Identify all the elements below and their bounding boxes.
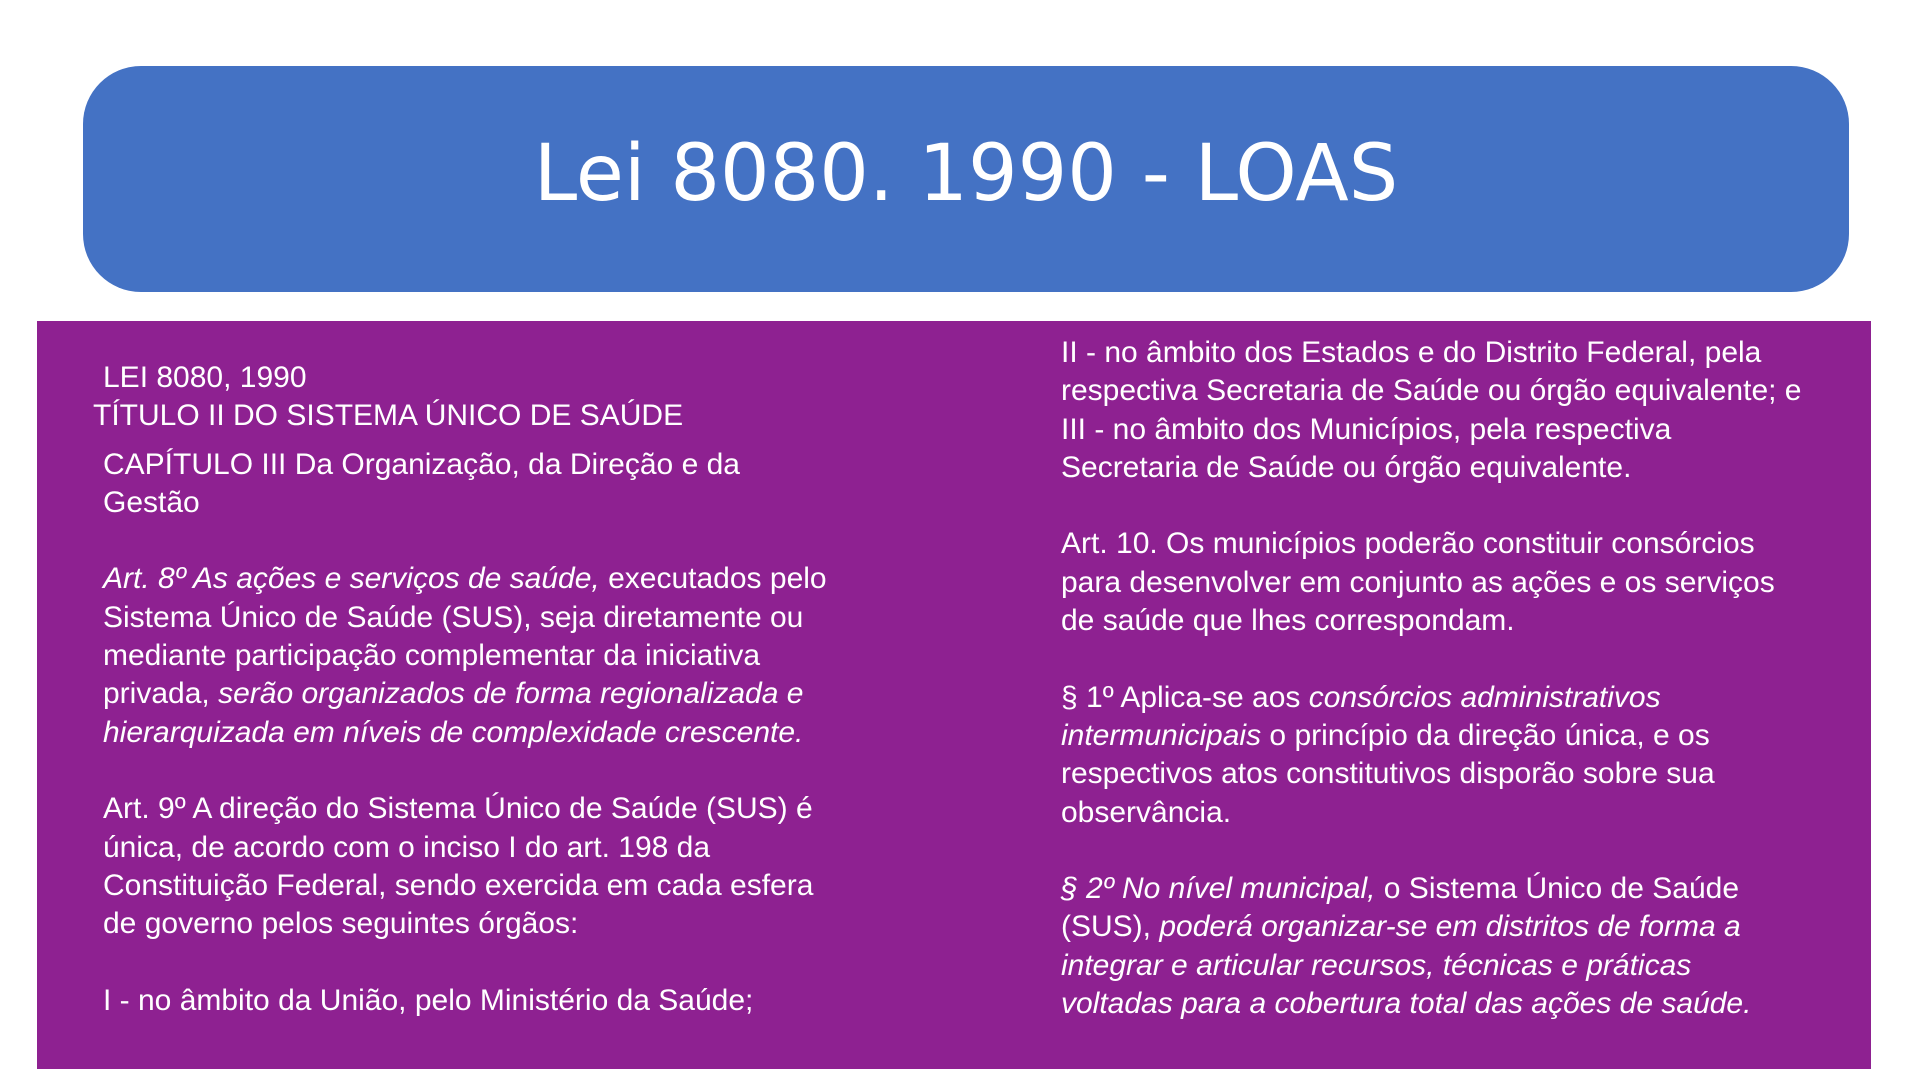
inciso-ii-line-2: respectiva Secretaria de Saúde ou órgão equivalente; e (1061, 374, 1802, 408)
slide-title: Lei 8080. 1990 - LOAS (533, 129, 1399, 219)
paragraph1-line-3: respectivos atos constitutivos disporão sobre sua (1061, 757, 1715, 791)
title-ii-heading: TÍTULO II DO SISTEMA ÚNICO DE SAÚDE (93, 399, 684, 433)
paragraph1-line-2-rest: o princípio da direção única, e os (1261, 718, 1710, 752)
chapter-heading-line-1: CAPÍTULO III Da Organização, da Direção e da (103, 447, 740, 481)
paragraph2-line-2-italic: poderá organizar-se em distritos de forma a (1159, 910, 1741, 944)
inciso-i: I - no âmbito da União, pelo Ministério da Saúde; (103, 983, 754, 1017)
right-text-column (1061, 334, 1881, 1023)
left-text-column (93, 359, 903, 1020)
paragraph2-line-1-rest: o Sistema Único de Saúde (1375, 872, 1739, 906)
law-heading: LEI 8080, 1990 (103, 361, 307, 394)
art8-line-4-italic: serão organizados de forma regionalizada e (218, 677, 804, 711)
paragraph2-line-1-italic: § 2º No nível municipal, (1061, 872, 1376, 906)
paragraph1-line-1 (1061, 679, 1881, 717)
art10-line-1: Art. 10. Os municípios poderão constituir consórcios (1061, 527, 1755, 561)
art9-line-1: Art. 9º A direção do Sistema Único de Saúde (SUS) é (103, 792, 813, 826)
art8-line-1 (103, 560, 903, 598)
paragraph2-line-3: integrar e articular recursos, técnicas e práticas (1061, 948, 1692, 982)
paragraph2-line-2 (1061, 908, 1881, 946)
paragraph1-line-1-italic: consórcios administrativos (1308, 680, 1661, 714)
inciso-iii-line-1: III - no âmbito dos Municípios, pela respectiva (1061, 412, 1672, 446)
art8-line-1-rest: executados pelo (599, 562, 827, 596)
art8-line-3: mediante participação complementar da iniciativa (103, 639, 761, 673)
inciso-iii-line-2: Secretaria de Saúde ou órgão equivalente. (1061, 450, 1632, 484)
inciso-ii-line-1: II - no âmbito dos Estados e do Distrito Federal, pela (1061, 336, 1762, 369)
paragraph2-line-4: voltadas para a cobertura total das ações de saúde. (1061, 987, 1752, 1021)
art10-line-2: para desenvolver em conjunto as ações e os serviços (1061, 565, 1775, 599)
chapter-heading-line-2: Gestão (103, 485, 200, 519)
art10-line-3: de saúde que lhes correspondam. (1061, 604, 1515, 638)
art9-line-3: Constituição Federal, sendo exercida em cada esfera (103, 868, 814, 902)
paragraph2-line-1 (1061, 870, 1881, 908)
paragraph1-line-4: observância. (1061, 795, 1232, 829)
paragraph1-line-2 (1061, 717, 1881, 755)
art8-line-4 (103, 675, 903, 713)
paragraph2-line-2-plain: (SUS), (1061, 910, 1160, 944)
paragraph1-line-2-italic: intermunicipais (1061, 718, 1262, 752)
art8-italic-lead: Art. 8º As ações e serviços de saúde, (103, 562, 600, 596)
art8-line-2: Sistema Único de Saúde (SUS), seja diretamente ou (103, 600, 804, 634)
art9-line-4: de governo pelos seguintes órgãos: (103, 907, 579, 941)
art8-line-5: hierarquizada em níveis de complexidade crescente. (103, 715, 804, 749)
art8-line-4-plain: privada, (103, 677, 219, 711)
art9-line-2: única, de acordo com o inciso I do art. 198 da (103, 830, 711, 864)
title-banner (83, 66, 1849, 292)
paragraph1-line-1-plain: § 1º Aplica-se aos (1061, 680, 1309, 714)
